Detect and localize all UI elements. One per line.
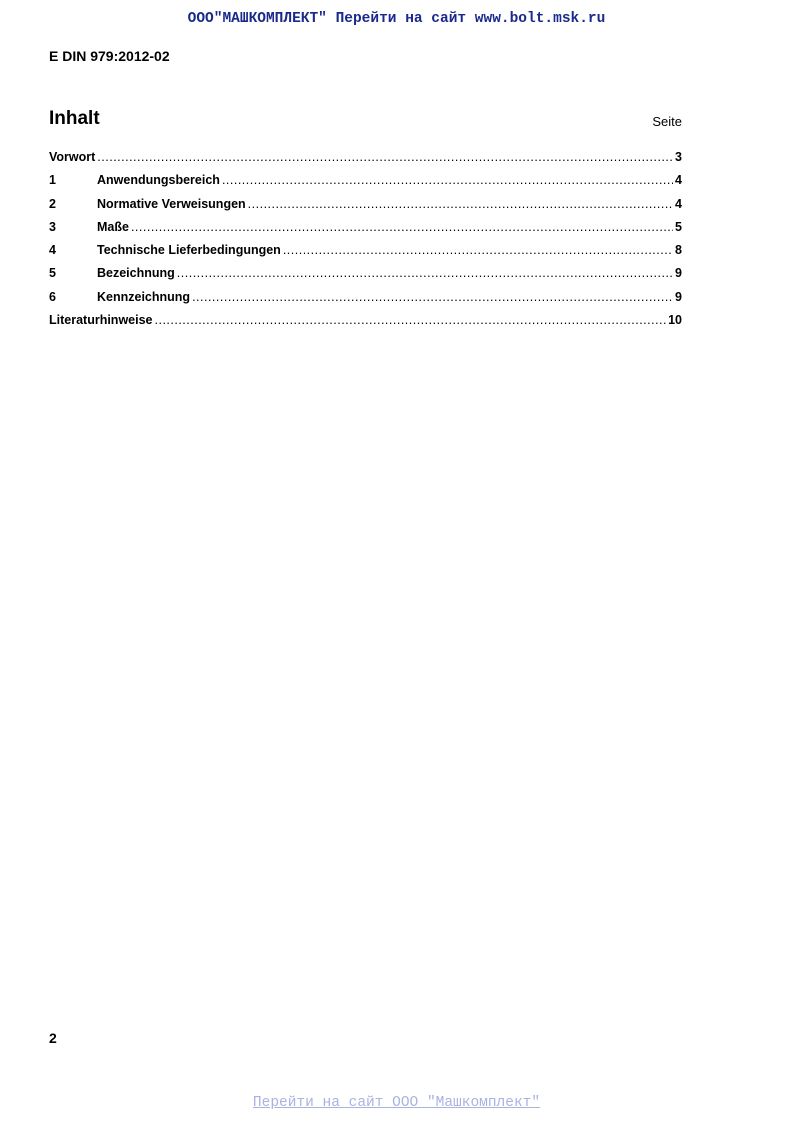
toc-entry-label: Literaturhinweise <box>49 313 153 328</box>
toc-leader-dots <box>283 243 673 257</box>
toc-entry-number: 3 <box>49 219 56 234</box>
page-number: 2 <box>49 1030 57 1046</box>
toc-entry-label: Anwendungsbereich <box>97 173 220 188</box>
toc-entry-number: 6 <box>49 289 56 304</box>
toc-entry-page: 9 <box>675 289 682 304</box>
toc-page-column-label: Seite <box>652 114 682 129</box>
toc-entry-label: Vorwort <box>49 150 96 164</box>
toc-entry-page: 5 <box>675 219 682 234</box>
toc-entry-literaturhinweise[interactable] <box>49 313 682 336</box>
table-of-contents <box>49 150 682 336</box>
toc-entry-number: 4 <box>49 243 56 258</box>
toc-entry-page: 9 <box>675 266 682 281</box>
toc-entry-number: 5 <box>49 266 56 281</box>
toc-entry-bezeichnung[interactable] <box>49 266 682 289</box>
toc-entry-number: 1 <box>49 173 56 188</box>
toc-leader-dots <box>131 220 673 234</box>
toc-entry-label: Bezeichnung <box>97 266 175 281</box>
toc-entry-number: 2 <box>49 196 56 211</box>
toc-entry-normative-verweisungen[interactable] <box>49 197 682 220</box>
toc-entry-page: 8 <box>675 243 682 258</box>
toc-entry-label: Technische Lieferbedingungen <box>97 243 281 258</box>
toc-entry-vorwort[interactable] <box>49 150 682 173</box>
toc-title: Inhalt <box>49 108 100 129</box>
toc-leader-dots <box>222 173 673 187</box>
toc-entry-technische-lieferbedingungen[interactable] <box>49 243 682 266</box>
toc-entry-label: Kennzeichnung <box>97 289 191 304</box>
toc-leader-dots <box>177 266 673 280</box>
toc-entry-page: 3 <box>675 150 682 164</box>
toc-entry-label: Normative Verweisungen <box>97 196 246 211</box>
toc-entry-label: Maße <box>97 219 129 234</box>
toc-entry-page: 4 <box>675 173 682 188</box>
toc-leader-dots <box>192 290 673 304</box>
site-banner-link[interactable]: ООО"МАШКОМПЛЕКТ" Перейти на сайт www.bolt.msk.ru <box>187 11 606 27</box>
document-id: E DIN 979:2012-02 <box>49 48 170 64</box>
toc-entry-anwendungsbereich[interactable] <box>49 173 682 196</box>
toc-entry-page: 10 <box>668 313 682 328</box>
bottom-site-link[interactable]: Перейти на сайт ООО "Машкомплект" <box>252 1095 541 1111</box>
toc-leader-dots <box>248 197 673 211</box>
toc-entry-page: 4 <box>675 196 682 211</box>
toc-entry-kennzeichnung[interactable] <box>49 290 682 313</box>
toc-leader-dots <box>155 313 667 327</box>
toc-leader-dots <box>97 150 673 164</box>
toc-entry-masse[interactable] <box>49 220 682 243</box>
